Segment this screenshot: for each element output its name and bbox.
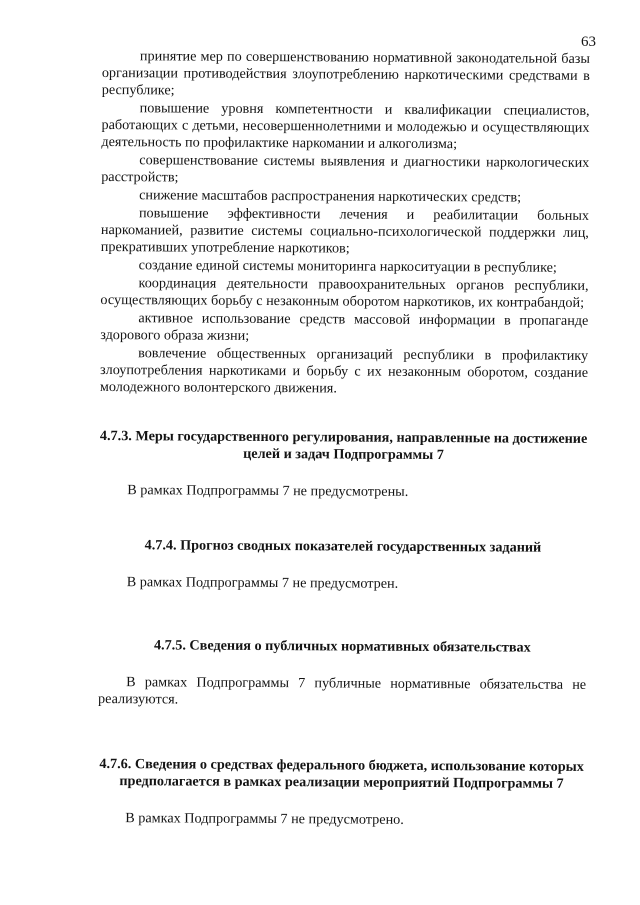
list-item: принятие мер по совершенствованию нормативной законодательной базы организации противодействия злоупотреблению наркотическими средствами в республике; [101,48,590,99]
page-content [97,48,590,830]
section-text-4-7-6: В рамках Подпрограммы 7 не предусмотрено. [125,810,404,828]
section-heading-4-7-6: 4.7.6. Сведения о средствах федерального бюджета, использование которых предполагается в рамках реализации мероприятий Подпрограммы 7 [99,755,584,792]
section-heading-4-7-4: 4.7.4. Прогноз сводных показателей государственных заданий [144,537,542,556]
section-heading-4-7-3: 4.7.3. Меры государственного регулирования, направленные на достижение целей и задач Подпрограммы 7 [99,427,588,464]
page-number: 63 [581,34,596,50]
list-item: повышение эффективности лечения и реабилитации больных наркоманией, развитие системы социально-психологической поддержки лиц, прекративших употребление наркотиков; [100,205,590,257]
section-text-4-7-4: В рамках Подпрограммы 7 не предусмотрен. [126,574,399,592]
list-item: повышение уровня компетентности и квалификации специалистов, работающих с детьми, несовершеннолетними и молодежью и осуществляющих деятельность по профилактике наркомании и алкоголизма; [101,100,590,153]
section-heading-4-7-5: 4.7.5. Сведения о публичных нормативных обязательствах [153,637,531,656]
list-item: активное использование средств массовой информации в пропаганде здорового образа жизни; [100,310,589,344]
list-item: вовлечение общественных организаций республики в профилактику злоупотребления наркотиками и борьбу с их незаконным оборотом, создание молодежного волонтерского движения. [99,345,589,397]
list-item: снижение масштабов распространения наркотических средств; [139,187,522,206]
list-item: координация деятельности правоохранительных органов республики, осуществляющих борьбу с незаконным оборотом наркотиков, их контрабандой; [100,275,589,311]
section-text-4-7-5: В рамках Подпрограммы 7 публичные нормативные обязательства не реализуются. [97,674,587,708]
section-text-4-7-3: В рамках Подпрограммы 7 не предусмотрены. [127,482,409,500]
list-item: создание единой системы мониторинга наркоситуации в республике; [138,257,557,276]
list-item: совершенствование системы выявления и диагностики наркологических расстройств; [101,152,590,186]
